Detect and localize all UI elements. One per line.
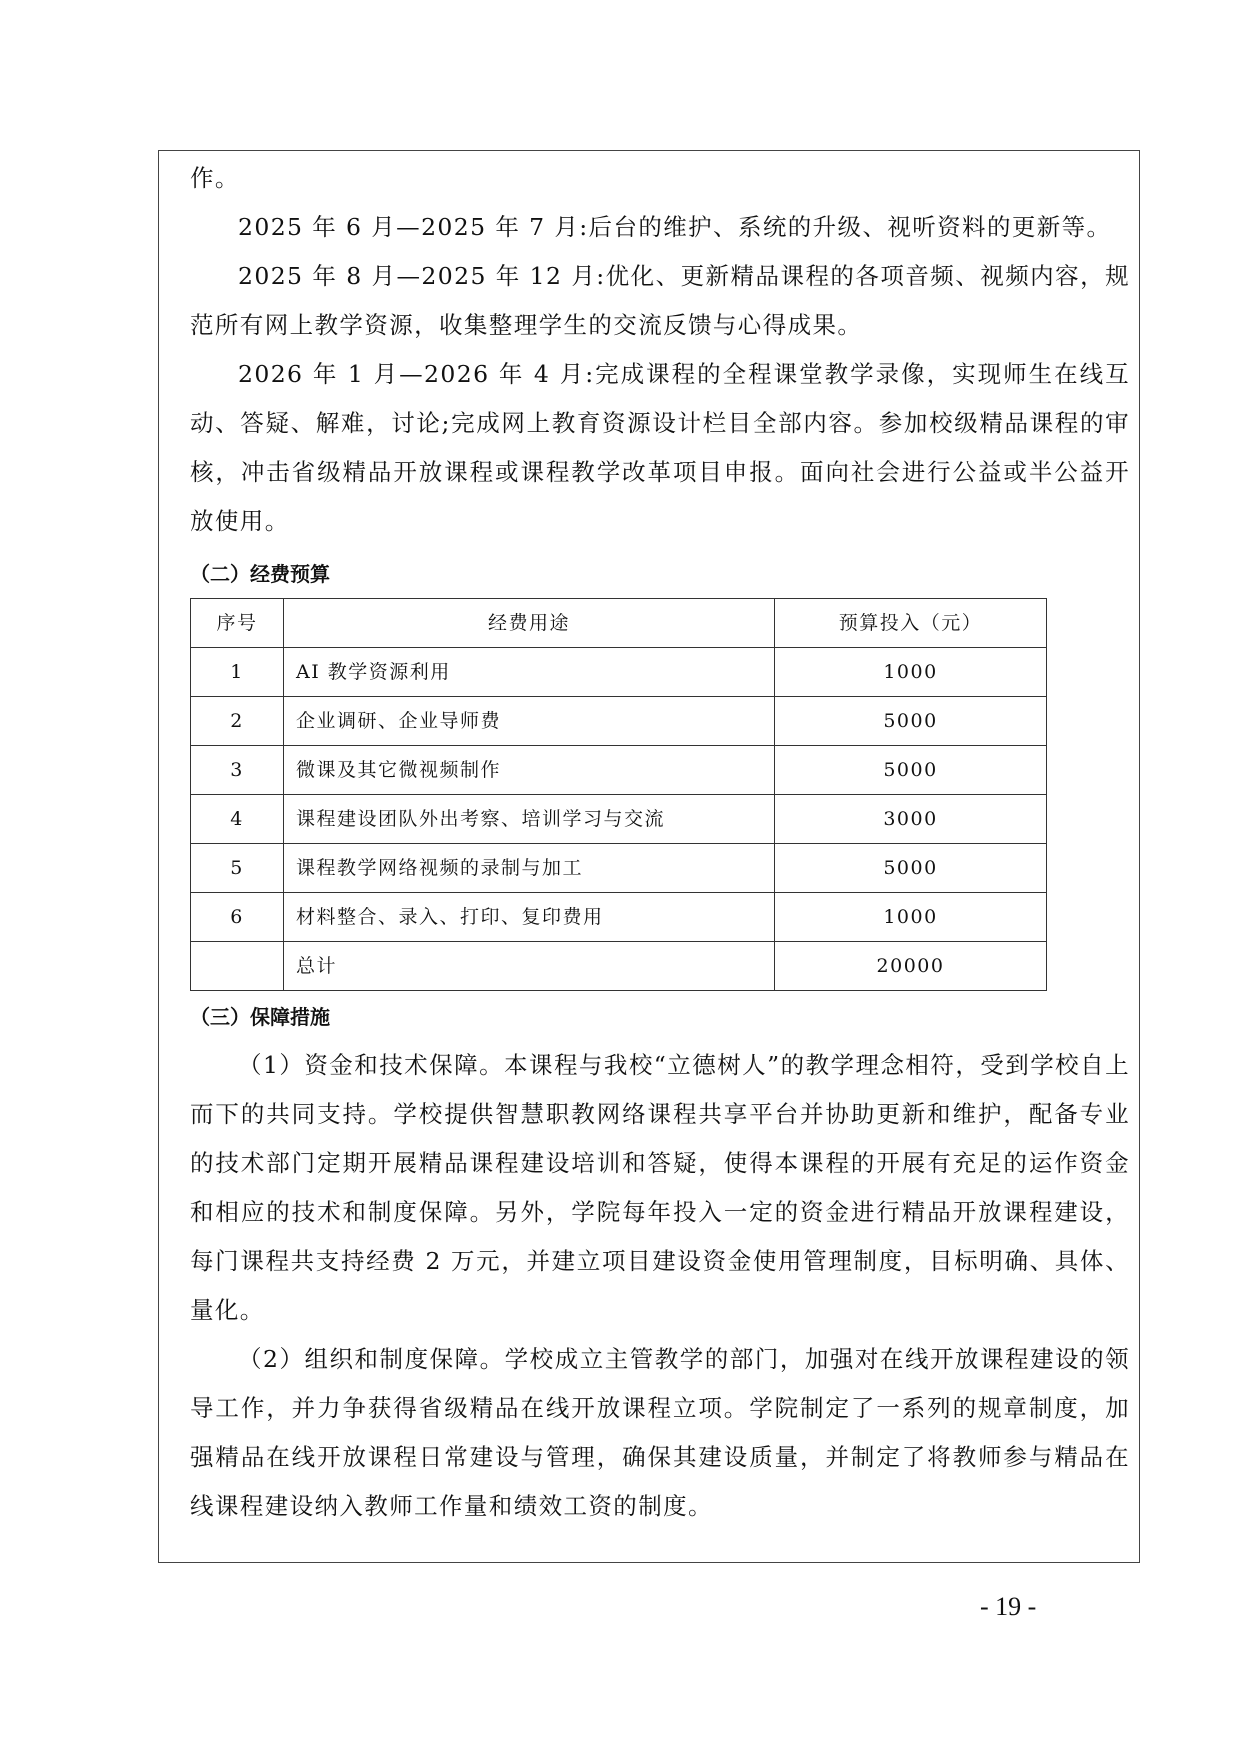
section-heading-budget: （二）经费预算 xyxy=(190,562,330,586)
header-cell: 序号 xyxy=(191,599,284,648)
cell: 课程建设团队外出考察、培训学习与交流 xyxy=(284,795,775,844)
cell: 3000 xyxy=(775,795,1047,844)
section-heading-guarantee: （三）保障措施 xyxy=(190,1005,330,1029)
table-row xyxy=(191,844,1047,893)
cell: 5000 xyxy=(775,697,1047,746)
cell: 5 xyxy=(191,844,284,893)
paragraph: （1）资金和技术保障。本课程与我校“立德树人”的教学理念相符，受到学校自上而下的共同支持。学校提供智慧职教网络课程共享平台并协助更新和维护，配备专业的技术部门定期开展精品课程建设培训和答疑，使得本课程的开展有充足的运作资金和相应的技术和制度保障。另外，学院每年投入一定的资金进行精品开放课程建设，每门课程共支持经费 2 万元，并建立项目建设资金使用管理制度，目标明确、具体、量化。 xyxy=(190,1051,1130,1324)
page-number: - 19 - xyxy=(980,1592,1037,1621)
cell: 3 xyxy=(191,746,284,795)
cell: 微课及其它微视频制作 xyxy=(284,746,775,795)
paragraph: （2）组织和制度保障。学校成立主管教学的部门，加强对在线开放课程建设的领导工作，并力争获得省级精品在线开放课程立项。学院制定了一系列的规章制度，加强精品在线开放课程日常建设与管理，确保其建设质量，并制定了将教师参与精品在线课程建设纳入教师工作量和绩效工资的制度。 xyxy=(190,1345,1130,1520)
table-total-row xyxy=(191,942,1047,991)
header-cell: 预算投入（元） xyxy=(775,599,1047,648)
cell: 总计 xyxy=(284,942,775,991)
paragraph: 2026 年 1 月—2026 年 4 月:完成课程的全程课堂教学录像，实现师生在线互动、答疑、解难，讨论;完成网上教育资源设计栏目全部内容。参加校级精品课程的审核，冲击省级精品开放课程或课程教学改革项目申报。面向社会进行公益或半公益开放使用。 xyxy=(190,360,1130,535)
cell: 1000 xyxy=(775,648,1047,697)
page-content xyxy=(190,154,1130,1531)
cell: 2 xyxy=(191,697,284,746)
cell xyxy=(191,942,284,991)
cell: 5000 xyxy=(775,844,1047,893)
table-row xyxy=(191,795,1047,844)
cell: 4 xyxy=(191,795,284,844)
cell: 6 xyxy=(191,893,284,942)
table-row xyxy=(191,648,1047,697)
cell: 1 xyxy=(191,648,284,697)
table-header-row xyxy=(191,599,1047,648)
cell: 课程教学网络视频的录制与加工 xyxy=(284,844,775,893)
table-row xyxy=(191,893,1047,942)
budget-table xyxy=(190,598,1047,991)
cell: 20000 xyxy=(775,942,1047,991)
cell: 5000 xyxy=(775,746,1047,795)
cell: 材料整合、录入、打印、复印费用 xyxy=(284,893,775,942)
paragraph: 2025 年 8 月—2025 年 12 月:优化、更新精品课程的各项音频、视频内容，规范所有网上教学资源，收集整理学生的交流反馈与心得成果。 xyxy=(190,262,1130,339)
cell: 企业调研、企业导师费 xyxy=(284,697,775,746)
cell: AI 教学资源利用 xyxy=(284,648,775,697)
cell: 1000 xyxy=(775,893,1047,942)
paragraph: 2025 年 6 月—2025 年 7 月:后台的维护、系统的升级、视听资料的更新等。 xyxy=(238,213,1112,241)
header-cell: 经费用途 xyxy=(284,599,775,648)
table-row xyxy=(191,746,1047,795)
paragraph: 作。 xyxy=(190,164,240,192)
table-row xyxy=(191,697,1047,746)
